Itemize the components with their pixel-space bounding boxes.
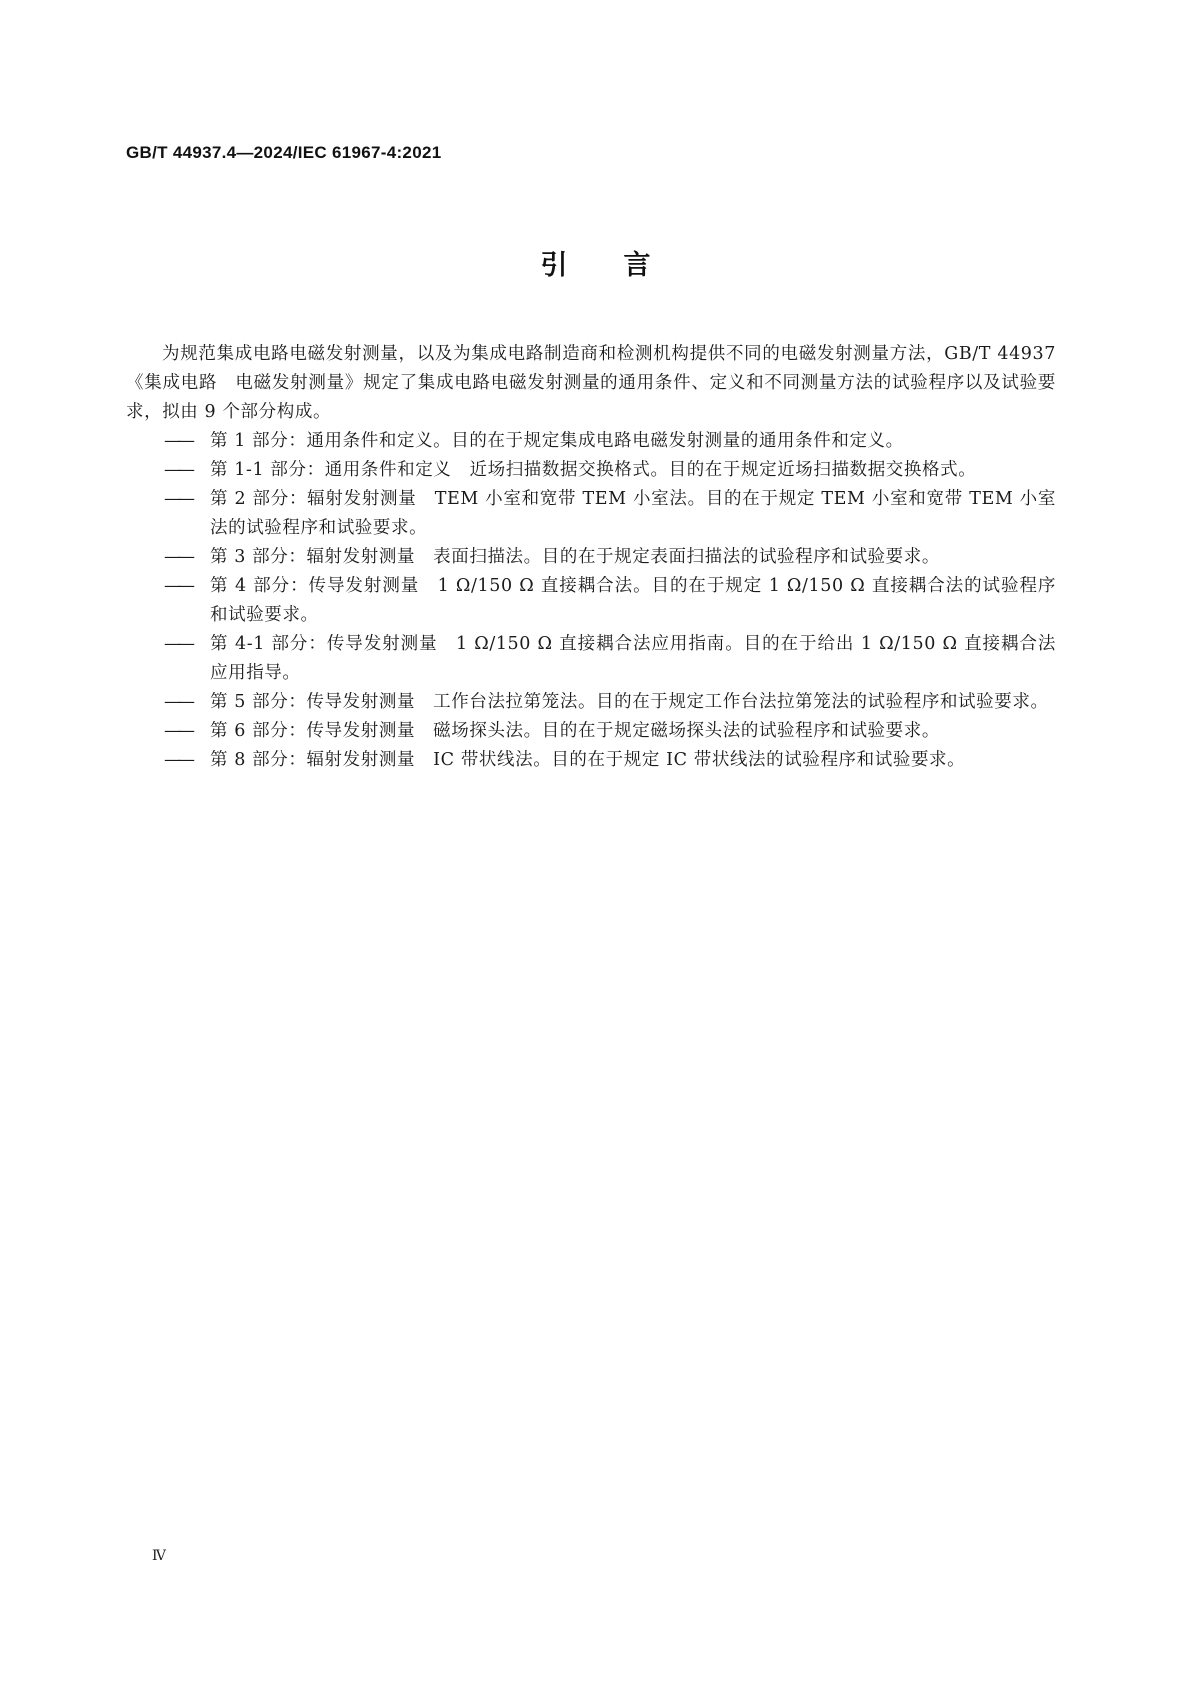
list-item-text: 第 6 部分：传导发射测量 磁场探头法。目的在于规定磁场探头法的试验程序和试验要求。 [210,721,940,741]
list-dash: —— [164,547,191,567]
list-item-text: 第 4-1 部分：传导发射测量 1 Ω/150 Ω 直接耦合法应用指南。目的在于给出 1 Ω/150 Ω 直接耦合法应用指导。 [210,634,1056,683]
list-item [126,717,1056,746]
list-item [126,746,1056,775]
list-dash: —— [164,431,191,451]
list-dash: —— [164,634,191,654]
page-title: 引言 [540,250,707,281]
list-item [126,543,1056,572]
list-item [126,688,1056,717]
intro-paragraph: 为规范集成电路电磁发射测量，以及为集成电路制造商和检测机构提供不同的电磁发射测量方法，GB/T 44937《集成电路 电磁发射测量》规定了集成电路电磁发射测量的通用条件、定义和不同测量方法的试验程序以及试验要求，拟由 9 个部分构成。 [126,344,1056,422]
list-item-text: 第 3 部分：辐射发射测量 表面扫描法。目的在于规定表面扫描法的试验程序和试验要求。 [210,547,940,567]
list-item [126,456,1056,485]
list-item [126,630,1056,688]
list-item [126,485,1056,543]
list-item-text: 第 4 部分：传导发射测量 1 Ω/150 Ω 直接耦合法。目的在于规定 1 Ω/150 Ω 直接耦合法的试验程序和试验要求。 [210,576,1056,625]
list-dash: —— [164,460,191,480]
list-item-text: 第 5 部分：传导发射测量 工作台法拉第笼法。目的在于规定工作台法拉第笼法的试验程序和试验要求。 [210,692,1049,712]
page-number: Ⅳ [152,1548,166,1564]
list-dash: —— [164,692,191,712]
list-dash: —— [164,489,191,509]
list-dash: —— [164,721,191,741]
parts-list [126,427,1056,775]
list-item [126,572,1056,630]
list-dash: —— [164,576,191,596]
list-item [126,427,1056,456]
list-item-text: 第 1 部分：通用条件和定义。目的在于规定集成电路电磁发射测量的通用条件和定义。 [210,431,904,451]
list-item-text: 第 8 部分：辐射发射测量 IC 带状线法。目的在于规定 IC 带状线法的试验程序和试验要求。 [210,750,966,770]
list-item-text: 第 2 部分：辐射发射测量 TEM 小室和宽带 TEM 小室法。目的在于规定 TEM 小室和宽带 TEM 小室法的试验程序和试验要求。 [210,489,1056,538]
list-item-text: 第 1-1 部分：通用条件和定义 近场扫描数据交换格式。目的在于规定近场扫描数据交换格式。 [210,460,977,480]
list-dash: —— [164,750,191,770]
document-id: GB/T 44937.4—2024/IEC 61967-4:2021 [126,143,442,162]
introduction-body [126,340,1056,775]
